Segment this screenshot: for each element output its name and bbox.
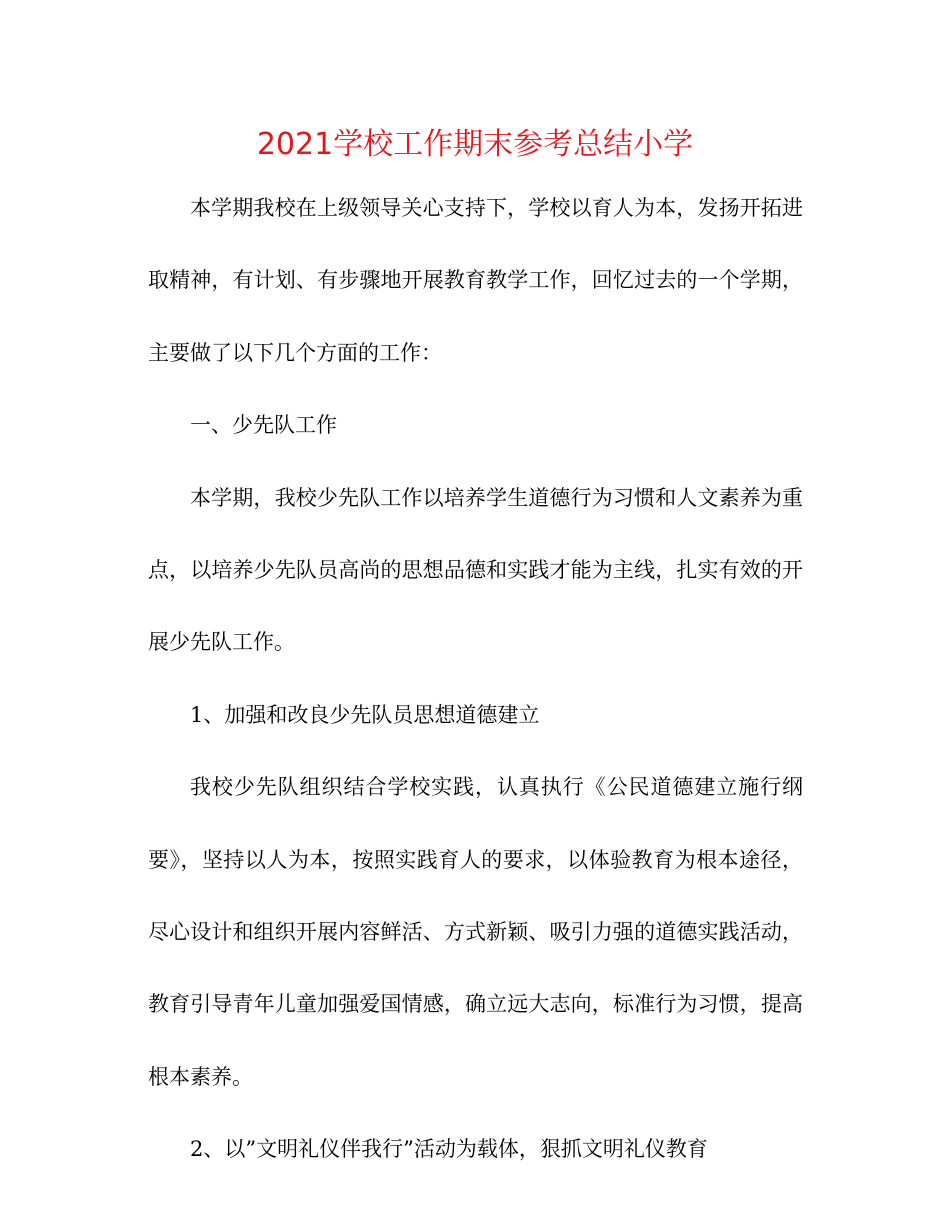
intro-paragraph: 本学期我校在上级领导关心支持下，学校以育人为本，发扬开拓进取精神，有计划、有步骤地开展教育教学工作，回忆过去的一个学期，主要做了以下几个方面的工作： xyxy=(148,196,803,365)
moral-construction-paragraph: 我校少先队组织结合学校实践，认真执行《公民道德建立施行纲要》，坚持以人为本，按照实践育人的要求，以体验教育为根本途径，尽心设计和组织开展内容鲜活、方式新颖、吸引力强的道德实践活动，教育引导青年儿童加强爱国情感，确立远大志向，标准行为习惯，提高根本素养。 xyxy=(148,775,803,1089)
subheading-etiquette-education: 2、以”文明礼仪伴我行”活动为载体，狠抓文明礼仪教育 xyxy=(190,1137,708,1162)
document-title: 2021学校工作期末参考总结小学 xyxy=(256,127,694,162)
section-heading-young-pioneers: 一、少先队工作 xyxy=(190,413,337,438)
subheading-moral-construction: 1、加强和改良少先队员思想道德建立 xyxy=(190,702,540,727)
document-body xyxy=(148,172,803,1186)
young-pioneers-paragraph: 本学期，我校少先队工作以培养学生道德行为习惯和人文素养为重点，以培养少先队员高尚的思想品德和实践才能为主线，扎实有效的开展少先队工作。 xyxy=(148,485,803,655)
